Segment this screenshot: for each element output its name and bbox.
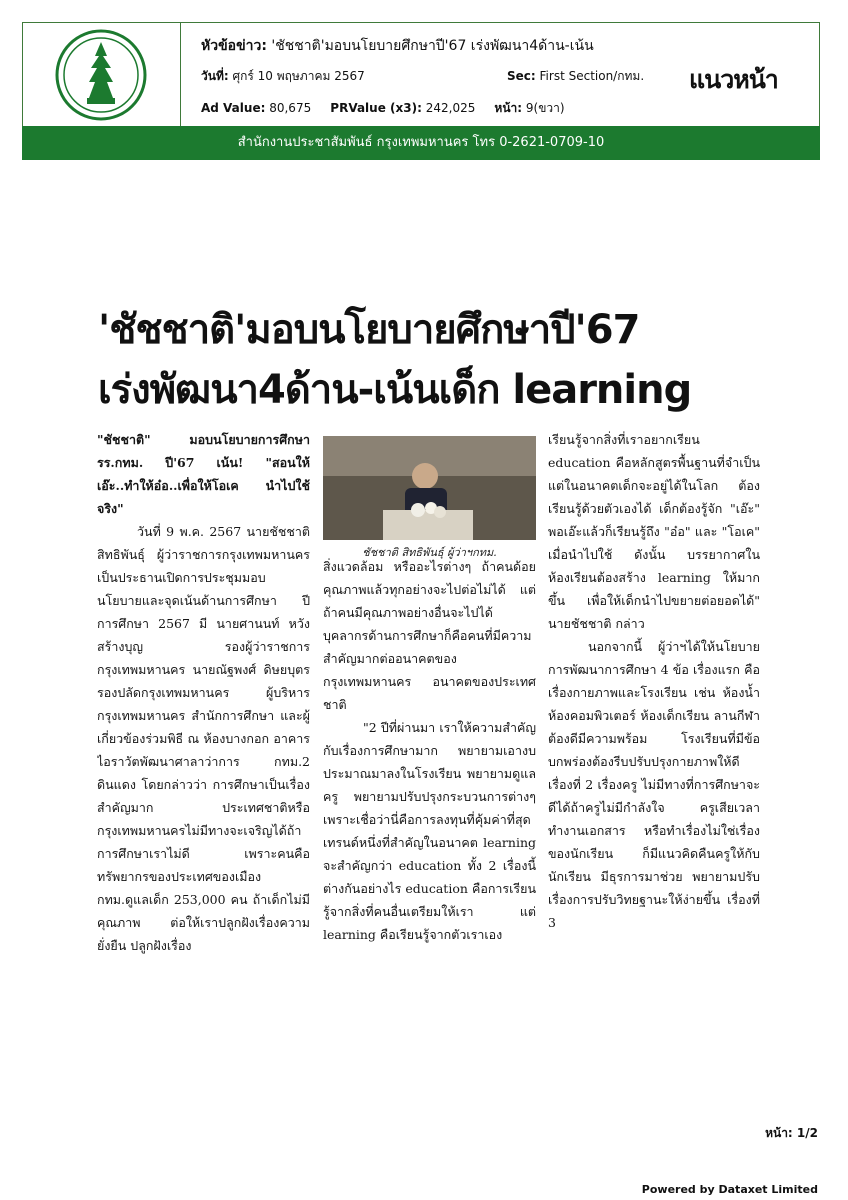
article-column-2 bbox=[323, 555, 536, 1025]
bma-seal-icon bbox=[53, 28, 149, 122]
article-title bbox=[98, 300, 768, 420]
date-label: วันที่: bbox=[201, 69, 229, 83]
headline-line bbox=[201, 35, 691, 57]
pr-value-label: PRValue (x3): bbox=[330, 101, 422, 115]
pr-value: 242,025 bbox=[425, 101, 476, 115]
ad-value-label: Ad Value: bbox=[201, 101, 266, 115]
clipping-header bbox=[22, 22, 820, 160]
ad-value: 80,675 bbox=[269, 101, 312, 115]
bma-seal-box bbox=[23, 23, 181, 126]
article-paragraph: วันที่ 9 พ.ค. 2567 นายชัชชาติ สิทธิพันธุ์ ผู้ว่าราชการกรุงเทพมหานคร เป็นประธานเปิดการประชุมมอบนโยบายและจุดเน้นด้านการศึกษา ปีการศึกษา 2567 มี นายศานนท์ หวังสร้างบุญ รองผู้ว่าราชการกรุงเทพมหานคร นายณัฐพงศ์ ดิษยบุตร รองปลัดกรุงเทพมหานคร ผู้บริหารกรุงเทพมหานคร สำนักการศึกษา และผู้เกี่ยวข้องร่วมพิธี ณ ห้องบางกอก อาคารไอราวัตพัฒนาศาลาว่าการ กทม.2 ดินแดง โดยกล่าวว่า การศึกษาเป็นเรื่องสำคัญมาก ประเทศชาติหรือกรุงเทพมหานครไม่มีทางจะเจริญได้ถ้าการศึกษาเราไม่ดี เพราะคนคือทรัพยากรของประเทศของเมือง กทม.ดูแลเด็ก 253,000 คน ถ้าเด็กไม่มีคุณภาพ ต่อให้เราปลูกฝังเรื่องความยั่งยืน ปลูกฝังเรื่อง bbox=[97, 524, 310, 953]
headline-label: หัวข้อข่าว: bbox=[201, 38, 267, 54]
article-photo bbox=[323, 436, 536, 540]
article-paragraph: "2 ปีที่ผ่านมา เราให้ความสำคัญกับเรื่องการศึกษามาก พยายามเอางบประมาณมาลงในโรงเรียน พยายามดูแลครู พยายามปรับปรุงกระบวนการต่างๆ เพราะเชื่อว่านี่คือการลงทุนที่คุ้มค่าที่สุด เทรนด์หนึ่งที่สำคัญในอนาคต learning จะสำคัญกว่า education ทั้ง 2 เรื่องนี้ต่างกันอย่างไร education คือการเรียนรู้จากสิ่งที่คนอื่นเตรียมให้เรา แต่ learning คือเรียนรู้จากตัวเราเอง bbox=[323, 720, 536, 942]
section-line bbox=[507, 67, 644, 86]
headline-value: 'ชัชชาติ'มอบนโยบายศึกษาปี'67 เร่งพัฒนา4ด้าน-เน้น bbox=[271, 38, 594, 54]
date-line bbox=[201, 67, 365, 86]
article-title-line2: เร่งพัฒนา4ด้าน-เน้นเด็ก learning bbox=[98, 367, 692, 413]
page-value: 9(ขวา) bbox=[525, 101, 565, 115]
date-value: ศุกร์ 10 พฤษภาคม 2567 bbox=[232, 69, 365, 83]
photo-caption: ชัชชาติ สิทธิพันธุ์ ผู้ว่าฯกทม. bbox=[362, 546, 497, 559]
office-bar: สำนักงานประชาสัมพันธ์ กรุงเทพมหานคร โทร 0-2621-0709-10 bbox=[22, 126, 820, 160]
article-column-3 bbox=[548, 428, 760, 1028]
speaker-photo-icon bbox=[323, 436, 536, 540]
article-paragraph: เรียนรู้จากสิ่งที่เราอยากเรียน education คือหลักสูตรพื้นฐานที่จำเป็น แต่ในอนาคตเด็กจะอยู่ได้ในโลก ต้องเรียนรู้ด้วยตัวเองได้ เด็กต้องรู้จัก "เอ๊ะ" พอเอ๊ะแล้วก็เรียนรู้ถึง "อ๋อ" และ "โอเค" เมื่อนำไปใช้ ดังนั้น บรรยากาศในห้องเรียนต้องสร้าง learning ให้มากขึ้น เพื่อให้เด็กนำไปขยายต่อยอดได้" นายชัชชาติ กล่าว bbox=[548, 432, 760, 631]
value-line bbox=[201, 99, 565, 118]
powered-by: Powered by Dataxet Limited bbox=[641, 1183, 818, 1196]
page-counter: หน้า: 1/2 bbox=[765, 1126, 818, 1140]
article-column-1 bbox=[97, 428, 310, 1028]
article-title-line1: 'ชัชชาติ'มอบนโยบายศึกษาปี'67 bbox=[98, 307, 640, 353]
newspaper-name: แนวหน้า bbox=[689, 65, 778, 94]
page-label: หน้า: bbox=[494, 101, 523, 115]
article-paragraph: สิ่งแวดล้อม หรืออะไรต่างๆ ถ้าคนด้อยคุณภาพแล้วทุกอย่างจะไปต่อไม่ได้ แต่ถ้าคนมีคุณภาพอย่างอื่นจะไปได้ บุคลากรด้านการศึกษาก็คือคนที่มีความสำคัญมากต่ออนาคตของกรุงเทพมหานคร อนาคตของประเทศชาติ bbox=[323, 559, 536, 712]
article-lead: "ชัชชาติ" มอบนโยบายการศึกษา รร.กทม. ปี'67 เน้น! "สอนให้เอ๊ะ..ทำให้อ๋อ..เพื่อให้โอเค นำไปใช้จริง" bbox=[97, 432, 310, 516]
article-paragraph: นอกจากนี้ ผู้ว่าฯได้ให้นโยบายการพัฒนาการศึกษา 4 ข้อ เรื่องแรก คือ เรื่องกายภาพและโรงเรียน เช่น ห้องน้ำ ห้องคอมพิวเตอร์ ห้องเด็กเรียน ลานกีฬา ต้องดีมีความพร้อม โรงเรียนที่มีข้อบกพร่องต้องรีบปรับปรุงกายภาพให้ดี เรื่องที่ 2 เรื่องครู ไม่มีทางที่การศึกษาจะดีได้ถ้าครูไม่มีกำลังใจ ครูเสียเวลาทำงานเอกสาร หรือทำเรื่องไม่ใช่เรื่องของนักเรียน ก็มีแนวคิดคืนครูให้กับนักเรียน มีธุรการมาช่วย พยายามปรับเรื่องการปรับวิทยฐานะให้ง่ายขึ้น เรื่องที่ 3 bbox=[548, 639, 760, 930]
section-label: Sec: bbox=[507, 69, 536, 83]
section-value: First Section/กทม. bbox=[539, 69, 645, 83]
